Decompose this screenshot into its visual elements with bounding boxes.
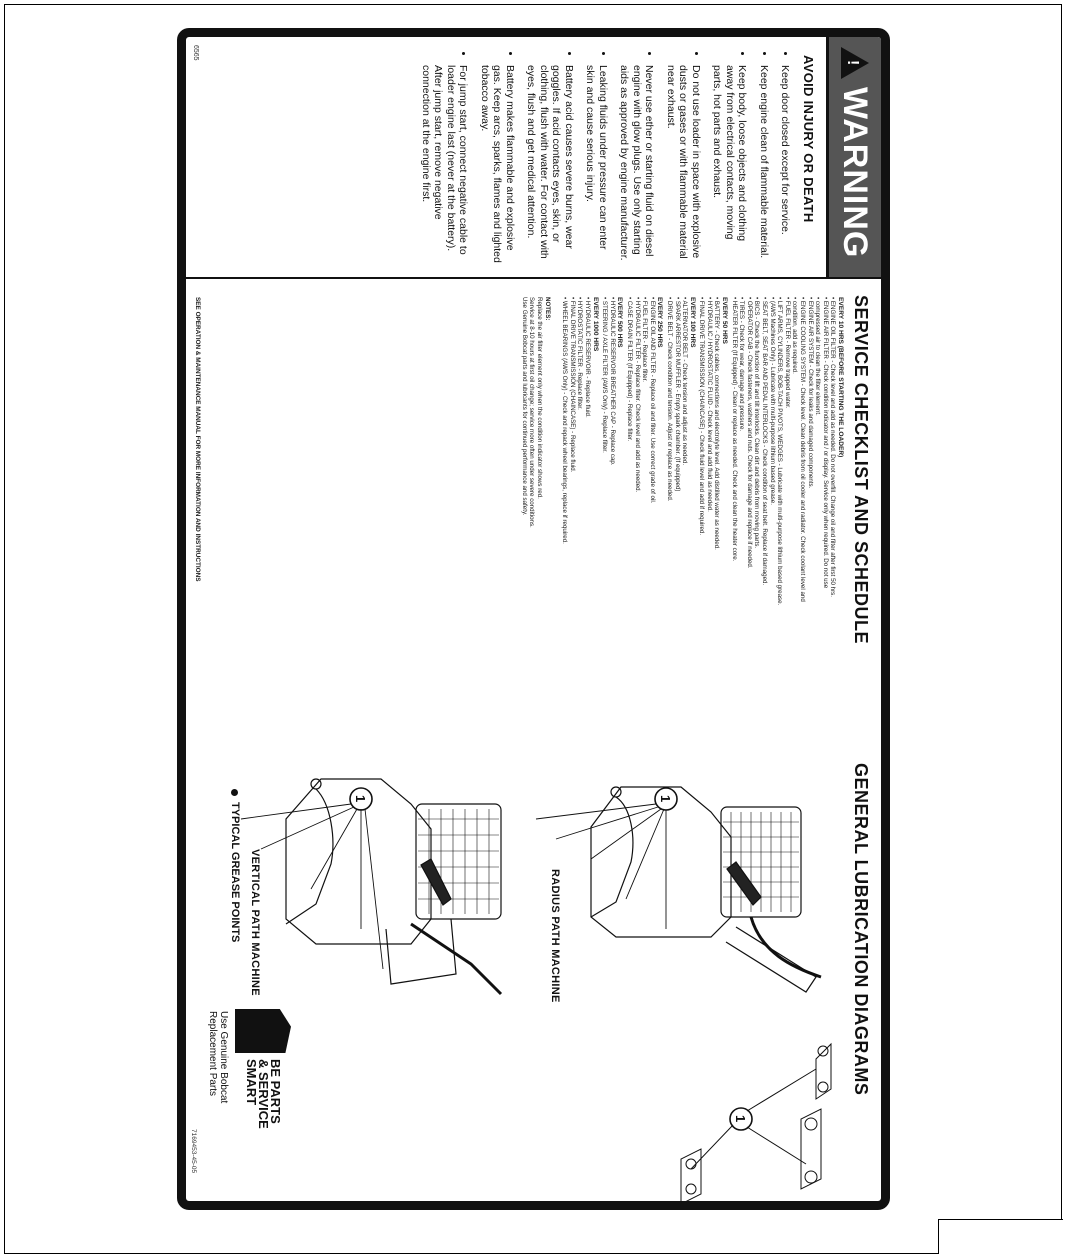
schedule-line: • ALTERNATOR BELT - Check tension and adjust as needed. xyxy=(681,297,689,466)
warning-item: • For jump start, connect negative cable to loader engine last (never at the battery). After jump start, remove negative connection at the engine first. xyxy=(420,65,470,267)
warning-heading: WARNING xyxy=(836,87,875,259)
schedule-line: • HYDROSTATIC FILTER - Replace filter. xyxy=(576,297,584,410)
service-schedule-text xyxy=(561,297,844,745)
schedule-line: • WHEEL BEARINGS (AWS Only) - Check and repack wheel bearings, replace if required. xyxy=(561,297,569,544)
schedule-line: • HEATER FILTER (If Equipped) - Clean or replace as needed. Check and clean the heater core. xyxy=(730,297,738,562)
warning-item: • Do not use loader in space with explosive dusts or gases or with flammable material near exhaust. xyxy=(665,65,703,267)
warning-item: • Leaking fluids under pressure can enter skin and cause serious injury. xyxy=(584,65,609,267)
legend-label: TYPICAL GREASE POINTS xyxy=(229,802,241,943)
schedule-line: • LIFT ARMS, CYLINDERS, BOB-TACH PIVOTS, WEDGES - Lubricate with multi-purpose lithium based grease. xyxy=(776,297,784,606)
schedule-line: • ENGINE OIL FILTER - Check level and add as needed. Do not overfill. Change oil and filter after first 50 hrs. xyxy=(829,297,837,597)
warning-item: • Keep door closed except for service. xyxy=(779,65,792,267)
service-title: SERVICE CHECKLIST AND SCHEDULE xyxy=(851,295,871,645)
note-line: Use Genuine Bobcat parts and lubricants for continued performance and safety. xyxy=(520,297,528,516)
service-notes xyxy=(520,297,550,745)
schedule-line: • FINAL DRIVE TRANSMISSION (CHAINCASE) - Check fluid level and add if required. xyxy=(698,297,706,536)
warning-item: • Keep engine clean of flammable material. xyxy=(758,65,771,267)
part-number: 7169453-45-05 xyxy=(190,1129,197,1174)
service-footer: SEE OPERATION & MAINTENANCE MANUAL FOR MORE INFORMATION AND INSTRUCTIONS xyxy=(194,297,201,582)
schedule-line: • compressed air to clean the filter element. xyxy=(814,297,822,416)
note-line: Service at 8-10 hours at first oil change; service more often under severe conditions. xyxy=(528,297,536,528)
schedule-line: • BATTERY - Check cables, connections and electrolyte level. Add distilled water as needed. xyxy=(713,297,721,550)
schedule-line: • SPARK ARRESTOR MUFFLER - Empty spark chamber. (If equipped) xyxy=(673,297,681,492)
schedule-line: • ENGINE AIR SYSTEM - Check for leaks and damaged components. xyxy=(806,297,814,489)
lubrication-title: GENERAL LUBRICATION DIAGRAMS xyxy=(851,763,871,1096)
schedule-line: • CASE DRAIN FILTER (If Equipped) - Replace filter. xyxy=(625,297,633,442)
warning-triangle-icon: ! xyxy=(841,47,869,79)
schedule-interval-heading: EVERY 1000 HRS xyxy=(591,297,599,352)
logo-word: BE PARTS xyxy=(268,1059,283,1124)
schedule-line: • DRIVE BELT - Check condition and tension. Adjust or replace as needed. xyxy=(665,297,673,502)
warning-item: • Never use ether or starting fluid on diesel engine with glow plugs. Use only starting aids as approved by engine manufacturer. xyxy=(618,65,656,267)
svg-text:1: 1 xyxy=(353,795,368,803)
warning-subheading: AVOID INJURY OR DEATH xyxy=(801,55,816,223)
note-line: Replace the air filter element only when the condition indicator shows red. xyxy=(536,297,544,499)
logo-word: SMART xyxy=(244,1059,259,1106)
schedule-line: • STEERING / AXLE FILTER (AWS Only) - Replace filter. xyxy=(601,297,609,453)
lubrication-panel xyxy=(186,749,881,1201)
schedule-line: • OPERATOR CAB - Check fasteners, washers and nuts. Check for damage and replace if needed. xyxy=(745,297,753,569)
warning-list xyxy=(420,49,792,267)
schedule-interval-heading: EVERY 250 HRS xyxy=(656,297,664,348)
schedule-line: • TIRES - Check for wear, damage and pressure. xyxy=(738,297,746,432)
svg-text:1: 1 xyxy=(733,1115,748,1123)
warning-item: • Keep body, loose objects and clothing away from electrical contacts, moving parts, hot parts and exhaust. xyxy=(711,65,749,267)
vertical-path-caption: VERTICAL PATH MACHINE xyxy=(249,849,261,996)
schedule-line: • HYDRAULIC FILTER - Replace filter. Check level and add as needed. xyxy=(633,297,641,493)
schedule-interval-heading: EVERY 50 HRS xyxy=(721,297,729,344)
tagline-line: Use Genuine Bobcat xyxy=(218,1011,229,1104)
notes-heading: NOTES: xyxy=(543,297,551,321)
panel-divider xyxy=(186,277,881,279)
schedule-line: • FUEL FILTER - Remove trapped water. xyxy=(783,297,791,409)
warning-footer-code: 6565 xyxy=(192,45,199,61)
schedule-line: • FINAL DRIVE TRANSMISSION (CHAINCASE) - Replace fluid. xyxy=(568,297,576,473)
schedule-line: • HYDRAULIC / HYDROSTATIC FLUID - Check level and add fluid as needed. xyxy=(705,297,713,512)
bobcat-mark-icon xyxy=(235,1009,291,1053)
schedule-line: • ENGINE AIR FILTER - Check condition indicator and / or display. Service only when required. Do not use xyxy=(821,297,829,589)
logo-tagline xyxy=(207,1011,229,1103)
grease-points-legend xyxy=(229,789,241,942)
schedule-line: • BICS - Check the function of lift and tilt interlocks. Clean dirt and debris from moving parts. xyxy=(753,297,761,549)
schedule-interval-heading: EVERY 500 HRS xyxy=(616,297,624,348)
schedule-line: • FUEL FILTER - Replace filter. xyxy=(641,297,649,383)
schedule-line: • ENGINE COOLING SYSTEM - Check level. Clean debris from oil cooler and radiator. Check coolant level and xyxy=(799,297,807,602)
schedule-line: • condition, add as required. xyxy=(791,297,799,374)
service-decal xyxy=(177,28,890,1210)
logo-word: & SERVICE xyxy=(256,1059,271,1129)
detail-pivot-diagram xyxy=(661,1029,851,1210)
warning-item: • Battery makes flammable and explosive gas. Keep arcs, sparks, flames and lighted tobacco away. xyxy=(479,65,517,267)
warning-header xyxy=(826,37,881,277)
tagline-line: Replacement Parts xyxy=(207,1011,218,1097)
schedule-interval-heading: EVERY 100 HRS xyxy=(688,297,696,348)
schedule-line: • HYDRAULIC RESERVOIR BREATHER CAP - Replace cap. xyxy=(608,297,616,466)
grease-point-icon xyxy=(231,789,238,796)
schedule-line: • ENGINE OIL AND FILTER - Replace oil and filter. Use correct grade of oil. xyxy=(648,297,656,504)
page-corner-tab xyxy=(938,1219,1063,1254)
schedule-line: • SEAT BELT, SEAT BAR AND PEDAL INTERLOCKS - Check condition of seat belt. Replace if damaged. xyxy=(761,297,769,586)
radius-path-caption: RADIUS PATH MACHINE xyxy=(549,869,561,1003)
schedule-line: • (AWS Machines Only) - Lubricate with multi-purpose lithium based grease. xyxy=(768,297,776,505)
schedule-line: • HYDRAULIC RESERVOIR - Replace fluid. xyxy=(584,297,591,418)
warning-item: • Battery acid causes severe burns, wear goggles. If acid contacts eyes, skin, or clothing, flush with water. For contact with eyes, flush and get medical attention. xyxy=(525,65,575,267)
warning-panel xyxy=(186,37,881,277)
schedule-interval-heading: EVERY 10 HRS (BEFORE STARTING THE LOADER) xyxy=(837,297,844,458)
bobcat-parts-logo xyxy=(235,1009,291,1129)
svg-text:1: 1 xyxy=(658,795,673,803)
service-panel xyxy=(186,285,881,745)
